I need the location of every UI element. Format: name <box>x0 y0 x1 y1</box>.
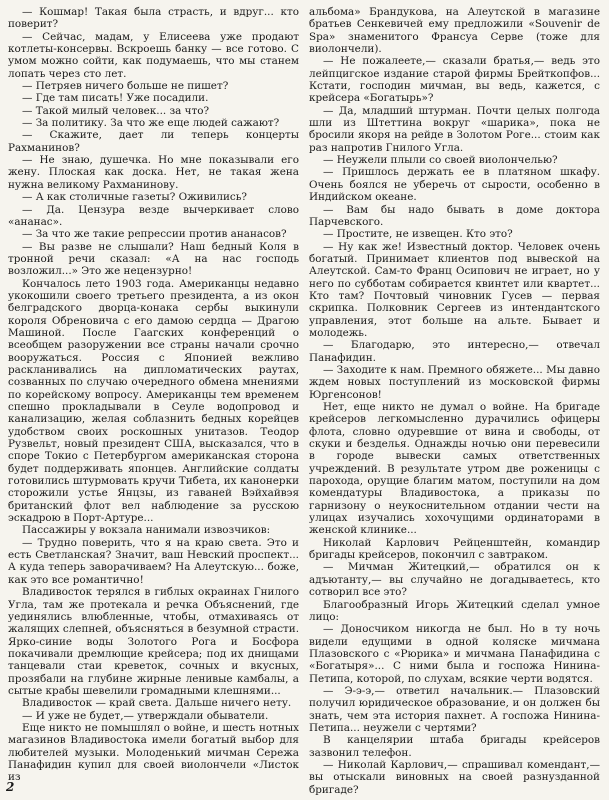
paragraph: Еще никто не помышлял о войне, и шесть нотных магазинов Владивостока имели богатый выбор для любителей музыки. Молоденький мичман Сережа Панафидин купил для своей виолончели «Листок из <box>8 721 299 784</box>
paragraph: Пассажиры у вокзала нанимали извозчиков: <box>22 524 271 537</box>
paragraph: — Мичман Житецкий,— обратился он к адъютанту,— вы случайно не догадываетесь, кто сотворил все это? <box>309 561 600 599</box>
paragraph: — Кошмар! Такая была страсть, и вдруг... кто поверит? <box>8 6 299 31</box>
paragraph: — Сейчас, мадам, у Елисеева уже продают котлеты-консервы. Вскроешь банку — все готово. С умом можно сойти, как подумаешь, что мы станем лопать через сто лет. <box>8 30 299 80</box>
paragraph: — Ну как же! Известный доктор. Человек очень богатый. Принимает клиентов под вывеской на Алеутской. Сам-то Франц Осипович не играет, но у него по субботам собирается квинтет или квартет... Кто там? Почтовый чиновник Гусев — первая скрипка. Полковник Сергеев из интендантского управления, этот больше на альте. Бывает и молодежь. <box>309 240 600 339</box>
right-column <box>309 6 600 796</box>
paragraph: Благообразный Игорь Житецкий сделал умное лицо: <box>309 598 600 623</box>
paragraph: Владивосток — край света. Дальше ничего нету. <box>22 697 292 710</box>
paragraph: В канцелярии штаба бригады крейсеров зазвонил телефон. <box>309 734 600 759</box>
paragraph: — Да. Цензура везде вычеркивает слово «ананас». <box>8 203 299 228</box>
paragraph: — Николай Карлович,— спрашивал комендант,— вы отыскали виновных на своей разнузданной бригаде? <box>309 758 600 796</box>
paragraph: — Вам бы надо бывать в доме доктора Парчевского. <box>309 203 600 228</box>
paragraph: Владивосток терялся в гиблых окраинах Гнилого Угла, там же протекала и речка Объяснений, где уединялись влюбленные, чтобы, отмахиваясь от жалящих слепней, объясняться в безумной страсти. Ярко-синие воды Золотого Рога и Босфора покачивали дремлющие крейсера; под их днищами танцевали стаи креветок, сочных и вкусных, прозябали на глубине жирные ленивые камбалы, а сытые крабы шевелили громадными клешнями... <box>8 586 299 697</box>
paragraph: — Э-э-э,— ответил начальник.— Плазовский получил юридическое образование, и он должен бы знать, чем эта история пахнет. А госпожа Нинина-Петипа... неужели с чертями? <box>309 684 600 734</box>
paragraph: — Где там писать! Уже посадили. <box>22 92 209 105</box>
paragraph: — Петряев ничего больше не пишет? <box>22 80 229 93</box>
text-columns <box>8 6 601 796</box>
paragraph: — А как столичные газеты? Оживились? <box>22 191 247 204</box>
paragraph: — Не пожалеете,— сказали братья,— ведь это лейпцигское издание старой фирмы Брейткопфов... Кстати, господин мичман, вы ведь, кажется, с крейсера «Богатырь»? <box>309 55 600 105</box>
paragraph: — Не знаю, душечка. Но мне показывали его жену. Плоская как доска. Нет, не такая жена нужна великому Рахманинову. <box>8 154 299 191</box>
paragraph: — Заходите к нам. Премного обяжете... Мы давно ждем новых поступлений из московской фирмы Юргенсонов! <box>309 363 600 401</box>
paragraph: — И уже не будет,— утверждали обыватели. <box>22 709 269 722</box>
paragraph: — Да, младший штурман. Почти целых полгода шли из Штеттина вокруг «шарика», пока не бросили якоря на рейде в Золотом Роге... стоим как раз напротив Гнилого Угла. <box>309 104 600 154</box>
paragraph: альбома» Брандукова, на Алеутской в магазине братьев Сенкевичей ему предложили «Souvenir de Spa» знаменитого Франсуа Серве (тоже для виолончели). <box>309 6 600 56</box>
paragraph: — Пришлось держать ее в платяном шкафу. Очень боялся не уберечь от сырости, особенно в Индийском океане. <box>309 166 600 204</box>
page-number: 2 <box>6 780 15 794</box>
paragraph: Николай Карлович Рейценштейн, командир бригады крейсеров, покончил с завтраком. <box>309 536 600 562</box>
paragraph: — Вы разве не слышали? Наш бедный Коля в тронной речи сказал: «А на нас господь возложил...» Это же нецензурно! <box>8 240 299 278</box>
paragraph: — Неужели плыли со своей виолончелью? <box>323 154 558 167</box>
paragraph: — За что же такие репрессии против ананасов? <box>22 228 287 241</box>
paragraph: — За политику. За что же еще людей сажают? <box>22 117 280 130</box>
paragraph: — Благодарю, это интересно,— отвечал Панафидин. <box>309 339 600 364</box>
paragraph: — Трудно поверить, что я на краю света. Это и есть Светланская? Значит, ваш Невский проспект... А куда теперь заворачиваем? На Алеутскую... боже, как это все романтично! <box>8 536 299 586</box>
paragraph: Кончалось лето 1903 года. Американцы недавно укокошили своего третьего президента, а из окон белградского дворца-конака сербы выкинули короля Обреновича с его дамою сердца — Драгою Машиной. После Гаагских конференций о всеобщем разоружении все страны начали срочно вооружаться. Россия с Японией вежливо раскланивались на дипломатических раутах, созванных по случаю очередного обмена мнениями по корейскому вопросу. Американцы тем временем спешно прокладывали в Сеуле водопровод и канализацию, желая соблазнить бедных корейцев удобством своих роскошных унитазов. Теодор Рузвельт, новый президент США, высказался, что в споре Токио с Петербургом американская сторона будет поддерживать японцев. Английские солдаты готовились штурмовать кручи Тибета, их канонерки сторожили устье Янцзы, из гаваней Вэйхайвэя британский флот вел наблюдение за русскою эскадрою в Порт-Артуре... <box>8 277 299 525</box>
left-column <box>8 6 299 796</box>
paragraph: — Такой милый человек... за что? <box>22 104 210 117</box>
paragraph: Нет, еще никто не думал о войне. На бригаде крейсеров легкомысленно дурачились офицеры флота, словно одуревшие от вина и свободы, от скуки и безделья. Однажды ночью они перевесили в городе вывески самых ответственных учреждений. В результате утром две роженицы с парохода, орущие благим матом, поступили на дом комендатуры Владивостока, а приказы по гарнизону о неукоснительном отдании чести на улицах изучались хохочущими ординаторами в женской клинике... <box>309 401 600 537</box>
paragraph: — Скажите, дает ли теперь концерты Рахманинов? <box>8 129 299 154</box>
paragraph: — Доносчиком никогда не был. Но в ту ночь видели едущими в одной коляске мичмана Плазовского с «Рюрика» и мичмана Панафидина с «Богатыря»... С ними была и госпожа Нинина-Петипа, которой, по слухам, всякие черти водятся. <box>309 623 600 685</box>
paragraph: — Простите, не извещен. Кто это? <box>323 228 513 241</box>
